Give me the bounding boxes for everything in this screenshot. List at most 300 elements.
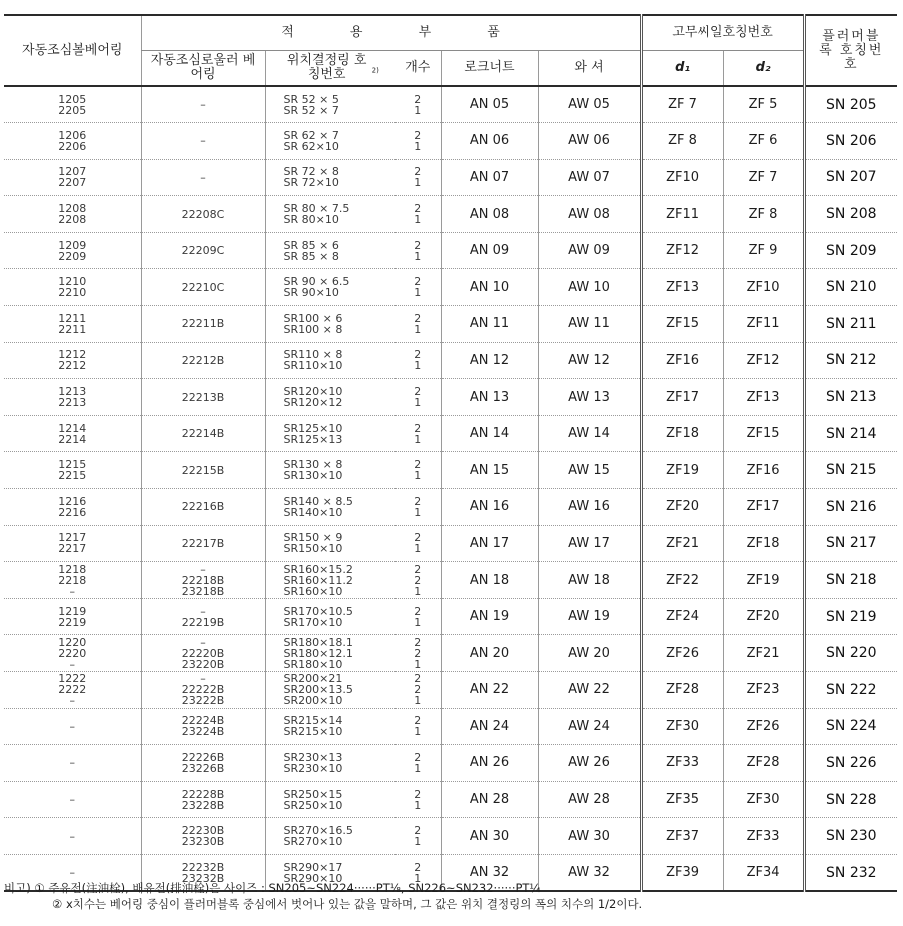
table-row — [4, 196, 897, 233]
count-cell-line: 1 — [414, 835, 422, 849]
ball-bearing-cell-line: 2219 — [58, 615, 87, 629]
ball-bearing-cell-line: 1218 — [58, 562, 87, 576]
table-row — [4, 379, 897, 416]
locknut-cell: AN 16 — [441, 489, 538, 526]
roller-bearing-cell — [141, 269, 265, 306]
ball-bearing-cell-line: 2212 — [58, 359, 87, 373]
roller-bearing-cell-line: 23218B — [181, 584, 225, 598]
plummer-block-cell: SN 207 — [804, 159, 897, 196]
plummer-block-cell: SN 208 — [804, 196, 897, 233]
roller-bearing-cell — [141, 196, 265, 233]
count-cell-line: 2 — [414, 787, 422, 801]
count-cell — [395, 123, 441, 160]
plummer-block-cell: SN 228 — [804, 781, 897, 818]
table-row — [4, 269, 897, 306]
roller-bearing-cell-line: – — [200, 98, 206, 112]
seal-d2-cell: ZF23 — [723, 672, 804, 709]
ball-bearing-cell — [4, 123, 141, 160]
ball-bearing-cell-line: – — [69, 756, 75, 770]
count-cell-line: 1 — [414, 286, 422, 300]
ball-bearing-cell — [4, 818, 141, 855]
count-cell-line: 2 — [414, 683, 422, 697]
seal-d1-cell: ZF28 — [641, 672, 723, 709]
ball-bearing-cell-line: – — [69, 793, 75, 807]
washer-cell: AW 11 — [538, 306, 641, 343]
ball-bearing-cell-line: 1211 — [58, 311, 87, 325]
count-cell-line: 2 — [414, 92, 422, 106]
seal-d1-cell: ZF37 — [641, 818, 723, 855]
locating-ring-cell-line: SR250×15 — [283, 787, 343, 801]
seal-d1-cell: ZF10 — [641, 159, 723, 196]
note-2: ② x치수는 베어링 중심이 플러머블록 중심에서 벗어나 있는 값을 말하며, 그 값은 위치 결정링의 폭의 치수의 1/2이다. — [52, 897, 643, 911]
count-cell-line: 2 — [414, 604, 422, 618]
locknut-cell: AN 19 — [441, 598, 538, 635]
roller-bearing-cell-line: 22214B — [181, 427, 225, 441]
roller-bearing-cell — [141, 818, 265, 855]
seal-d2-cell: ZF21 — [723, 635, 804, 672]
locating-ring-cell-line: SR200×10 — [283, 694, 343, 708]
count-cell — [395, 781, 441, 818]
ball-bearing-cell-line: 2206 — [58, 139, 87, 153]
seal-d1-cell: ZF 7 — [641, 86, 723, 123]
washer-cell: AW 22 — [538, 672, 641, 709]
locating-ring-cell-line: SR140 × 8.5 — [283, 494, 353, 508]
table-row — [4, 306, 897, 343]
count-cell-line: 2 — [414, 531, 422, 545]
ball-bearing-cell-line: 2209 — [58, 249, 87, 263]
header-plummer-block: 플러머블록 호칭번호 — [804, 15, 897, 86]
locknut-cell: AN 13 — [441, 379, 538, 416]
roller-bearing-cell-line: – — [200, 170, 206, 184]
locating-ring-cell — [265, 672, 395, 709]
plummer-block-cell: SN 218 — [804, 562, 897, 599]
locating-ring-cell-line: SR290×17 — [283, 860, 343, 874]
locknut-cell: AN 24 — [441, 708, 538, 745]
roller-bearing-cell-line: 22232B — [181, 860, 225, 874]
ball-bearing-cell-line: – — [69, 694, 75, 708]
header-washer: 와 셔 — [538, 51, 641, 87]
ball-bearing-cell-line: 2216 — [58, 505, 87, 519]
roller-bearing-cell — [141, 562, 265, 599]
locating-ring-cell — [265, 818, 395, 855]
count-cell — [395, 342, 441, 379]
header-locknut: 로크너트 — [441, 51, 538, 87]
locknut-cell: AN 11 — [441, 306, 538, 343]
roller-bearing-cell-line: 22218B — [181, 573, 225, 587]
plummer-block-cell: SN 215 — [804, 452, 897, 489]
count-cell-line: 1 — [414, 761, 422, 775]
ball-bearing-cell — [4, 672, 141, 709]
roller-bearing-cell-line: 23220B — [181, 657, 225, 671]
locating-ring-cell-line: SR215×10 — [283, 725, 343, 739]
table-row — [4, 708, 897, 745]
ball-bearing-cell-line: 1220 — [58, 635, 87, 649]
seal-d2-cell: ZF34 — [723, 854, 804, 891]
roller-bearing-cell-line: – — [200, 672, 206, 686]
seal-d1-cell: ZF17 — [641, 379, 723, 416]
locating-ring-cell-line: SR125×10 — [283, 421, 343, 435]
locating-ring-cell — [265, 489, 395, 526]
locknut-cell: AN 32 — [441, 854, 538, 891]
ball-bearing-cell-line: – — [69, 829, 75, 843]
plummer-block-cell: SN 226 — [804, 745, 897, 782]
locknut-cell: AN 10 — [441, 269, 538, 306]
roller-bearing-cell-line: 22212B — [181, 353, 225, 367]
seal-d1-cell: ZF20 — [641, 489, 723, 526]
count-cell-line: 1 — [414, 176, 422, 190]
ball-bearing-cell-line: 2220 — [58, 646, 87, 660]
locating-ring-cell-line: SR170×10.5 — [283, 604, 353, 618]
header-count: 개수 — [395, 51, 441, 87]
locating-ring-cell-line: SR150 × 9 — [283, 531, 343, 545]
plummer-block-cell: SN 209 — [804, 232, 897, 269]
table-row — [4, 745, 897, 782]
washer-cell: AW 24 — [538, 708, 641, 745]
washer-cell: AW 26 — [538, 745, 641, 782]
count-cell-line: 2 — [414, 202, 422, 216]
ball-bearing-cell — [4, 562, 141, 599]
count-cell-line: 2 — [414, 672, 422, 686]
washer-cell: AW 17 — [538, 525, 641, 562]
count-cell-line: 2 — [414, 860, 422, 874]
locating-ring-cell — [265, 452, 395, 489]
count-cell-line: 2 — [414, 421, 422, 435]
plummer-block-cell: SN 224 — [804, 708, 897, 745]
plummer-block-cell: SN 212 — [804, 342, 897, 379]
locating-ring-cell-line: SR 62×10 — [283, 139, 339, 153]
table-row — [4, 415, 897, 452]
seal-d1-cell: ZF26 — [641, 635, 723, 672]
locating-ring-cell-line: SR 52 × 5 — [283, 92, 339, 106]
table-row — [4, 452, 897, 489]
table-row — [4, 159, 897, 196]
plummer-block-cell: SN 219 — [804, 598, 897, 635]
ball-bearing-cell-line: 1215 — [58, 458, 87, 472]
count-cell — [395, 269, 441, 306]
header-applied-parts: 적 용 부 품 — [141, 15, 641, 51]
count-cell-line: 2 — [414, 714, 422, 728]
washer-cell: AW 10 — [538, 269, 641, 306]
locating-ring-cell-line: SR215×14 — [283, 714, 343, 728]
roller-bearing-cell — [141, 635, 265, 672]
count-cell — [395, 818, 441, 855]
ball-bearing-cell-line: 2208 — [58, 213, 87, 227]
ball-bearing-cell — [4, 452, 141, 489]
ball-bearing-cell-line: 1222 — [58, 672, 87, 686]
count-cell-line: 1 — [414, 396, 422, 410]
locating-ring-cell-line: SR 72×10 — [283, 176, 339, 190]
header-d1: d₁ — [641, 51, 723, 87]
locating-ring-cell-line: SR 80×10 — [283, 213, 339, 227]
header-rubber-seal: 고무씨일호칭번호 — [641, 15, 804, 51]
count-cell — [395, 306, 441, 343]
table-row — [4, 232, 897, 269]
locating-ring-cell-line: SR 52 × 7 — [283, 103, 339, 117]
seal-d1-cell: ZF11 — [641, 196, 723, 233]
roller-bearing-cell — [141, 489, 265, 526]
roller-bearing-cell — [141, 672, 265, 709]
locating-ring-cell — [265, 635, 395, 672]
locknut-cell: AN 07 — [441, 159, 538, 196]
seal-d1-cell: ZF39 — [641, 854, 723, 891]
seal-d2-cell: ZF 9 — [723, 232, 804, 269]
roller-bearing-cell-line: 22209C — [181, 244, 225, 258]
count-cell-line: 2 — [414, 750, 422, 764]
ball-bearing-cell-line: – — [69, 719, 75, 733]
count-cell — [395, 598, 441, 635]
ball-bearing-cell-line: 2211 — [58, 322, 87, 336]
seal-d2-cell: ZF15 — [723, 415, 804, 452]
locating-ring-cell — [265, 159, 395, 196]
locknut-cell: AN 05 — [441, 86, 538, 123]
count-cell — [395, 708, 441, 745]
washer-cell: AW 15 — [538, 452, 641, 489]
count-cell-line: 1 — [414, 505, 422, 519]
ball-bearing-cell-line: 1205 — [58, 92, 87, 106]
ball-bearing-cell-line: – — [69, 866, 75, 880]
locating-ring-cell-line: SR150×10 — [283, 542, 343, 556]
count-cell-line: 1 — [414, 542, 422, 556]
locating-ring-cell-line: SR120×12 — [283, 396, 343, 410]
count-cell-line: 2 — [414, 385, 422, 399]
roller-bearing-cell — [141, 306, 265, 343]
roller-bearing-cell-line: 22222B — [181, 683, 225, 697]
count-cell — [395, 415, 441, 452]
locating-ring-cell — [265, 562, 395, 599]
locknut-cell: AN 26 — [441, 745, 538, 782]
count-cell-line: 2 — [414, 458, 422, 472]
count-cell — [395, 232, 441, 269]
roller-bearing-cell-line: 23228B — [181, 798, 225, 812]
count-cell — [395, 525, 441, 562]
washer-cell: AW 18 — [538, 562, 641, 599]
washer-cell: AW 06 — [538, 123, 641, 160]
plummer-block-cell: SN 232 — [804, 854, 897, 891]
seal-d1-cell: ZF 8 — [641, 123, 723, 160]
roller-bearing-cell-line: – — [200, 134, 206, 148]
locating-ring-cell-line: SR 85 × 8 — [283, 249, 339, 263]
ball-bearing-cell-line: 1217 — [58, 531, 87, 545]
seal-d1-cell: ZF13 — [641, 269, 723, 306]
plummer-block-cell: SN 217 — [804, 525, 897, 562]
plummer-block-cell: SN 210 — [804, 269, 897, 306]
ball-bearing-cell — [4, 342, 141, 379]
seal-d2-cell: ZF10 — [723, 269, 804, 306]
locating-ring-cell-line: SR180×10 — [283, 657, 343, 671]
locating-ring-cell-line: SR140×10 — [283, 505, 343, 519]
count-cell-line: 2 — [414, 573, 422, 587]
roller-bearing-cell-line: – — [200, 562, 206, 576]
locating-ring-cell — [265, 196, 395, 233]
seal-d2-cell: ZF30 — [723, 781, 804, 818]
count-cell-line: 2 — [414, 275, 422, 289]
roller-bearing-cell-line: 22228B — [181, 787, 225, 801]
washer-cell: AW 32 — [538, 854, 641, 891]
washer-cell: AW 19 — [538, 598, 641, 635]
locating-ring-cell-line: SR180×18.1 — [283, 635, 353, 649]
count-cell-line: 1 — [414, 798, 422, 812]
ball-bearing-cell-line: 2205 — [58, 103, 87, 117]
roller-bearing-cell-line: 22226B — [181, 750, 225, 764]
locating-ring-cell-line: SR250×10 — [283, 798, 343, 812]
count-cell-line: 2 — [414, 646, 422, 660]
seal-d2-cell: ZF 6 — [723, 123, 804, 160]
ball-bearing-cell — [4, 708, 141, 745]
count-cell-line: 2 — [414, 238, 422, 252]
roller-bearing-cell-line: 22216B — [181, 500, 225, 514]
seal-d1-cell: ZF19 — [641, 452, 723, 489]
ball-bearing-cell-line: 2215 — [58, 469, 87, 483]
roller-bearing-cell — [141, 342, 265, 379]
seal-d1-cell: ZF12 — [641, 232, 723, 269]
locknut-cell: AN 08 — [441, 196, 538, 233]
count-cell-line: 2 — [414, 494, 422, 508]
header-d2: d₂ — [723, 51, 804, 87]
locating-ring-cell-line: SR130×10 — [283, 469, 343, 483]
washer-cell: AW 12 — [538, 342, 641, 379]
washer-cell: AW 05 — [538, 86, 641, 123]
locating-ring-cell-line: SR125×13 — [283, 432, 343, 446]
ball-bearing-cell-line: 1208 — [58, 202, 87, 216]
seal-d1-cell: ZF21 — [641, 525, 723, 562]
count-cell — [395, 562, 441, 599]
washer-cell: AW 13 — [538, 379, 641, 416]
table-row — [4, 86, 897, 123]
seal-d1-cell: ZF22 — [641, 562, 723, 599]
seal-d2-cell: ZF 5 — [723, 86, 804, 123]
locating-ring-cell-line: SR200×21 — [283, 672, 343, 686]
ball-bearing-cell-line: 2217 — [58, 542, 87, 556]
plummer-block-cell: SN 211 — [804, 306, 897, 343]
ball-bearing-cell-line: – — [69, 584, 75, 598]
seal-d1-cell: ZF15 — [641, 306, 723, 343]
seal-d2-cell: ZF26 — [723, 708, 804, 745]
count-cell — [395, 489, 441, 526]
seal-d2-cell: ZF20 — [723, 598, 804, 635]
seal-d1-cell: ZF16 — [641, 342, 723, 379]
table-row — [4, 342, 897, 379]
locating-ring-cell-line: SR 80 × 7.5 — [283, 202, 350, 216]
count-cell-line: 1 — [414, 694, 422, 708]
table-row — [4, 489, 897, 526]
ball-bearing-cell — [4, 745, 141, 782]
locknut-cell: AN 12 — [441, 342, 538, 379]
count-cell-line: 1 — [414, 584, 422, 598]
locating-ring-cell — [265, 306, 395, 343]
count-cell-line: 1 — [414, 103, 422, 117]
ball-bearing-cell — [4, 159, 141, 196]
table-row — [4, 123, 897, 160]
roller-bearing-cell — [141, 708, 265, 745]
ball-bearing-cell-line: 1213 — [58, 385, 87, 399]
plummer-block-cell: SN 206 — [804, 123, 897, 160]
locating-ring-cell — [265, 781, 395, 818]
locating-ring-cell — [265, 415, 395, 452]
locating-ring-cell — [265, 525, 395, 562]
count-cell-line: 1 — [414, 615, 422, 629]
plummer-block-cell: SN 216 — [804, 489, 897, 526]
count-cell-line: 1 — [414, 322, 422, 336]
count-cell-line: 2 — [414, 311, 422, 325]
roller-bearing-cell-line: 22230B — [181, 824, 225, 838]
ball-bearing-cell-line: 1214 — [58, 421, 87, 435]
seal-d2-cell: ZF19 — [723, 562, 804, 599]
locating-ring-cell-line: SR110 × 8 — [283, 348, 343, 362]
locating-ring-cell-line: SR100 × 8 — [283, 322, 343, 336]
table-row — [4, 562, 897, 599]
ball-bearing-cell — [4, 86, 141, 123]
locating-ring-cell-line: SR110×10 — [283, 359, 343, 373]
roller-bearing-cell — [141, 415, 265, 452]
ball-bearing-cell-line: 1216 — [58, 494, 87, 508]
locating-ring-cell-line: SR160×10 — [283, 584, 343, 598]
locating-ring-cell-line: SR130 × 8 — [283, 458, 343, 472]
locating-ring-cell-line: SR 90×10 — [283, 286, 339, 300]
seal-d1-cell: ZF18 — [641, 415, 723, 452]
locknut-cell: AN 09 — [441, 232, 538, 269]
count-cell — [395, 159, 441, 196]
count-cell-line: 2 — [414, 128, 422, 142]
count-cell-line: 1 — [414, 657, 422, 671]
ball-bearing-cell — [4, 379, 141, 416]
ball-bearing-cell-line: 2218 — [58, 573, 87, 587]
locating-ring-cell-line: SR160×11.2 — [283, 573, 353, 587]
locknut-cell: AN 14 — [441, 415, 538, 452]
count-cell-line: 2 — [414, 635, 422, 649]
roller-bearing-cell-line: 22215B — [181, 463, 225, 477]
washer-cell: AW 07 — [538, 159, 641, 196]
count-cell-line: 2 — [414, 165, 422, 179]
locating-ring-cell-line: SR170×10 — [283, 615, 343, 629]
plummer-block-cell: SN 213 — [804, 379, 897, 416]
count-cell-line: 1 — [414, 725, 422, 739]
locating-ring-cell — [265, 379, 395, 416]
seal-d2-cell: ZF11 — [723, 306, 804, 343]
locknut-cell: AN 15 — [441, 452, 538, 489]
table-row — [4, 781, 897, 818]
seal-d2-cell: ZF13 — [723, 379, 804, 416]
count-cell — [395, 196, 441, 233]
count-cell-line: 1 — [414, 432, 422, 446]
table-row — [4, 818, 897, 855]
ball-bearing-cell-line: 1207 — [58, 165, 87, 179]
ball-bearing-cell — [4, 269, 141, 306]
ball-bearing-cell-line: 2222 — [58, 683, 87, 697]
roller-bearing-cell-line: 23232B — [181, 871, 225, 885]
locating-ring-cell — [265, 123, 395, 160]
roller-bearing-cell-line: 22210C — [181, 280, 225, 294]
roller-bearing-cell — [141, 159, 265, 196]
count-cell-line: 2 — [414, 348, 422, 362]
plummer-block-cell: SN 205 — [804, 86, 897, 123]
locating-ring-cell-line: SR 62 × 7 — [283, 128, 339, 142]
ball-bearing-cell — [4, 489, 141, 526]
seal-d2-cell: ZF33 — [723, 818, 804, 855]
count-cell-line: 1 — [414, 249, 422, 263]
count-cell — [395, 379, 441, 416]
note-1: 비고) ① 주유전(注油栓), 배유전(排油栓)은 사이즈 : SN205~SN224······PT⅛, SN226~SN232······PT¼ — [4, 881, 541, 895]
locating-ring-cell-line: SR100 × 6 — [283, 311, 343, 325]
count-cell — [395, 635, 441, 672]
roller-bearing-cell-line: 23230B — [181, 835, 225, 849]
count-cell-line: 1 — [414, 359, 422, 373]
ball-bearing-cell-line: 1206 — [58, 128, 87, 142]
roller-bearing-cell-line: 22208C — [181, 207, 225, 221]
ball-bearing-cell — [4, 525, 141, 562]
roller-bearing-cell-line: 22224B — [181, 714, 225, 728]
ball-bearing-cell-line: 2207 — [58, 176, 87, 190]
ball-bearing-cell — [4, 415, 141, 452]
